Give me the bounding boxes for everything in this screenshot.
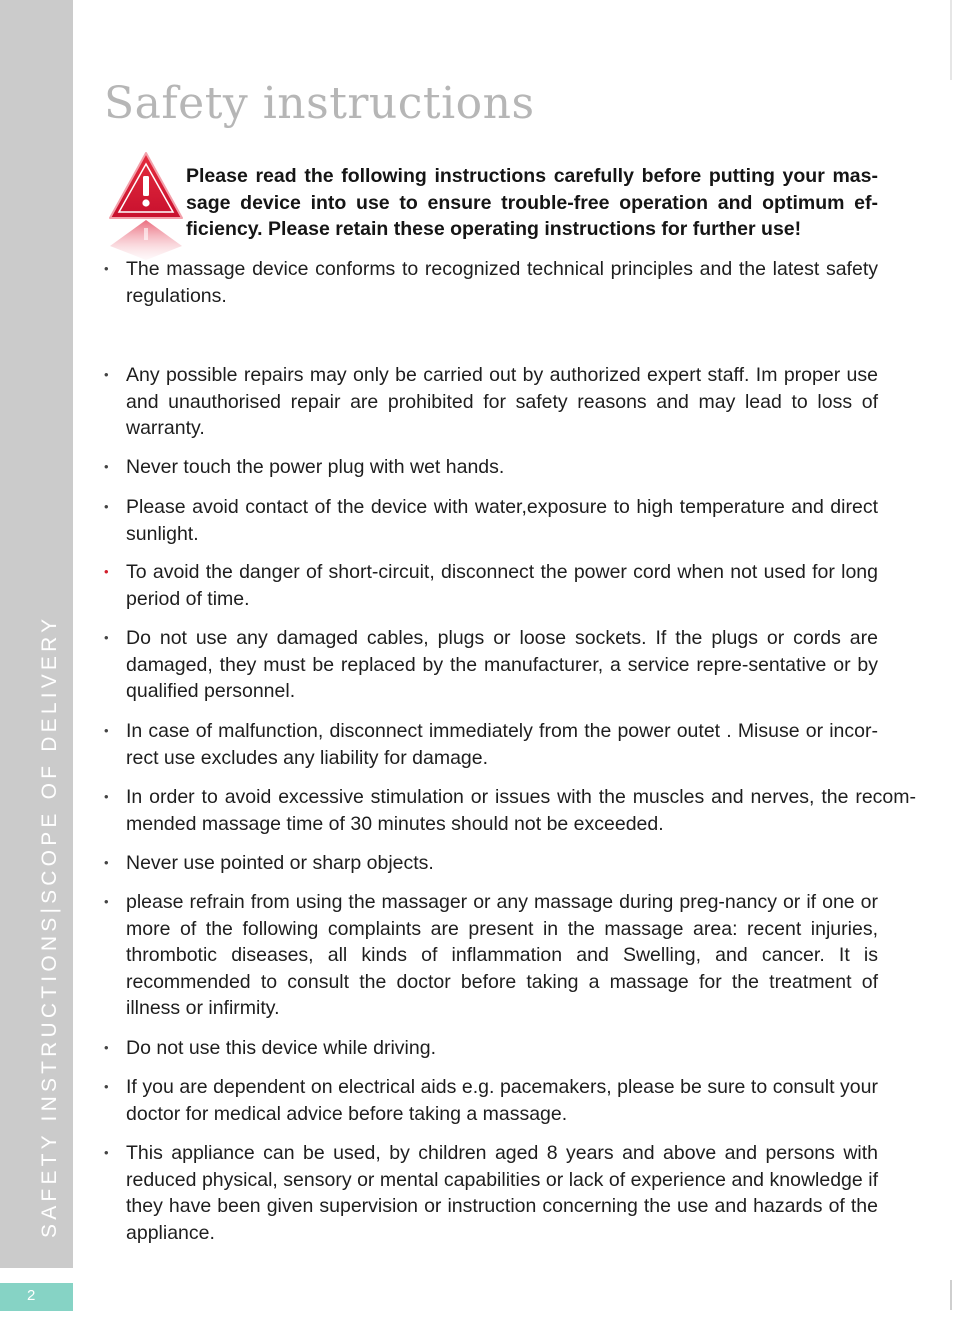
sidebar-band (0, 0, 73, 1268)
right-edge-rule (950, 0, 952, 80)
page-number-badge (0, 1283, 73, 1311)
list-item: • Do not use this device while driving. (126, 1035, 878, 1062)
list-item: • This appliance can be used, by children aged 8 years and above and persons with reduced physical, sensory or mental capabilities or lack of experience and knowledge if they have been given supervision or instruction concerning the use and hazards of the appliance. (126, 1140, 878, 1246)
warning-triangle-icon (108, 150, 184, 260)
page-title: Safety instructions (104, 78, 535, 129)
list-item: • Do not use any damaged cables, plugs or loose sockets. If the plugs or cords are damaged, they must be replaced by the manufacturer, a service repre-sentative or by qualified personnel. (126, 625, 878, 705)
sidebar-section-label: SAFETY INSTRUCTIONS|SCOPE OF DELIVERY (38, 614, 61, 1238)
right-edge-rule-bottom (950, 1280, 952, 1310)
intro-warning-text: Please read the following instructions carefully before putting your mas-sage device into use to ensure trouble-free operation and optimum ef-ficiency. Please retain these operating instructions for further use! (186, 165, 878, 240)
list-item: • Any possible repairs may only be carried out by authorized expert staff. Im proper use and unauthorised repair are prohibited for safety reasons and may lead to loss of warranty. (126, 362, 878, 442)
list-item: • In case of malfunction, disconnect immediately from the power outet . Misuse or incor-rect use excludes any liability for damage. (126, 718, 878, 771)
list-item: • To avoid the danger of short-circuit, disconnect the power cord when not used for long period of time. (126, 559, 878, 612)
list-item: • In order to avoid excessive stimulation or issues with the muscles and nerves, the recom-mended massage time of 30 minutes should not be exceeded. (126, 784, 916, 837)
list-item: • Please avoid contact of the device with water,exposure to high temperature and direct sunlight. (126, 494, 878, 547)
list-item: • Never touch the power plug with wet hands. (126, 454, 878, 481)
page-number: 2 (27, 1287, 36, 1304)
list-item: • If you are dependent on electrical aids e.g. pacemakers, please be sure to consult your doctor for medical advice before taking a massage. (126, 1074, 878, 1127)
list-item: • Never use pointed or sharp objects. (126, 850, 878, 877)
list-item: • please refrain from using the massager or any massage during preg-nancy or if one or more of the following complaints are present in the massage area: recent injuries, thrombotic diseases, all kinds of inflammation and Swelling, and cancer. It is recommended to consult the doctor before taking a massage for the treatment of illness or infirmity. (126, 889, 878, 1022)
list-item: • The massage device conforms to recognized technical principles and the latest safety regulations. (126, 256, 878, 309)
